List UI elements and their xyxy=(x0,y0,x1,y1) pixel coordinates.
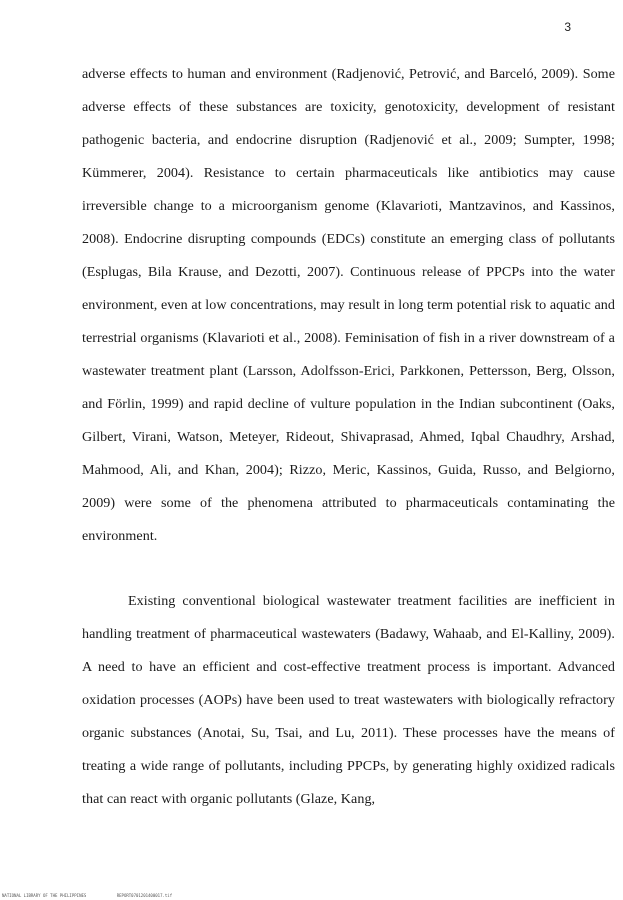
page-number: 3 xyxy=(564,20,571,34)
footer-file: REPORT0701201400017.tif xyxy=(116,893,173,898)
paragraph-2: Existing conventional biological wastewater treatment facilities are inefficient in handling treatment of pharmaceutical wastewaters (Badawy, Wahaab, and El-Kalliny, 2009). A need to have an efficient and cost-effective treatment process is important. Advanced oxidation processes (AOPs) have been used to treat wastewaters with biologically refractory organic substances (Anotai, Su, Tsai, and Lu, 2011). These processes have the means of treating a wide range of pollutants, including PPCPs, by generating highly oxidized radicals that can react with organic pollutants (Glaze, Kang, xyxy=(82,593,615,807)
paragraph-1: adverse effects to human and environment (Radjenović, Petrović, and Barceló, 2009). Some adverse effects of these substances are toxicity, genotoxicity, development of resistant pathogenic bacteria, and endocrine disruption (Radjenović et al., 2009; Sumpter, 1998; Kümmerer, 2004). Resistance to certain pharmaceuticals like antibiotics may cause irreversible change to a microorganism genome (Klavarioti, Mantzavinos, and Kassinos, 2008). Endocrine disrupting compounds (EDCs) constitute an emerging class of pollutants (Esplugas, Bila Krause, and Dezotti, 2007). Continuous release of PPCPs into the water environment, even at low concentrations, may result in long term potential risk to aquatic and terrestrial organisms (Klavarioti et al., 2008). Feminisation of fish in a river downstream of a wastewater treatment plant (Larsson, Adolfsson-Erici, Parkkonen, Pettersson, Berg, Olsson, and Förlin, 1999) and rapid decline of vulture population in the Indian subcontinent (Oaks, Gilbert, Virani, Watson, Meteyer, Rideout, Shivaprasad, Ahmed, Iqbal Chaudhry, Arshad, Mahmood, Ali, and Khan, 2004); Rizzo, Meric, Kassinos, Guida, Russo, and Belgiorno, 2009) were some of the phenomena attributed to pharmaceuticals contaminating the environment. xyxy=(82,66,615,544)
scan-footer xyxy=(2,893,200,898)
footer-library: NATIONAL LIBRARY OF THE PHILIPPINES xyxy=(2,893,87,898)
